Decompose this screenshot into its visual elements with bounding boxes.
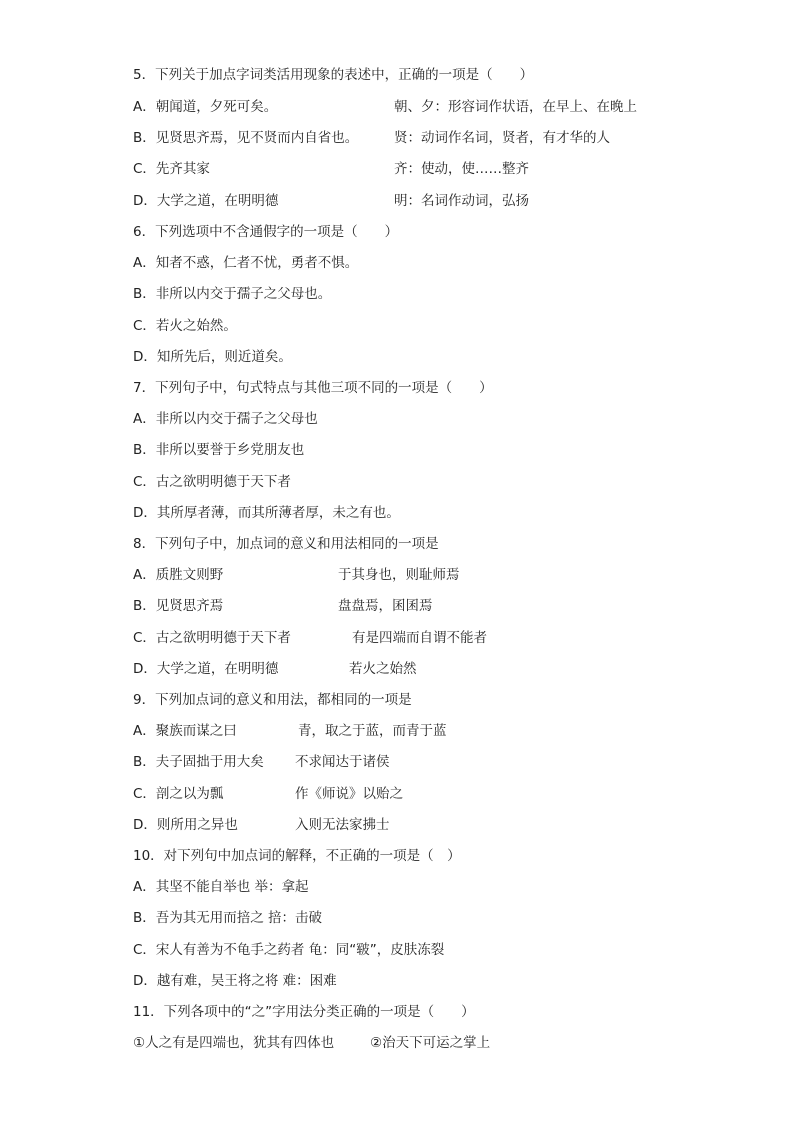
option-note: 于其身也，则耻师焉 [338, 567, 460, 583]
option-note: 贤：动词作名词，贤者，有才华的人 [394, 130, 610, 146]
option-note: 青，取之于蓝，而青于蓝 [298, 723, 447, 739]
option-note: 若火之始然 [349, 661, 417, 677]
option-note: 作《师说》以贻之 [295, 786, 403, 802]
option-note: 有是四端而自谓不能者 [352, 630, 487, 646]
option-note: 明：名词作动词，弘扬 [394, 193, 529, 209]
document-page: 5．下列关于加点字词类活用现象的表述中，正确的一项是（ ） A．朝闻道，夕死可矣。 朝、夕：形容词作状语，在早上、在晚上 B．见贤思齐焉，见不贤而内自省也。 贤：动词作名词，贤者，有才华的人 C．先齐其家 齐：使动，使……整齐 D．大学之道，在明明德 明：名词作动词，弘扬 6．下列选项中不含通假字的一项是（ ） A．知者不惑，仁者不忧，勇者不惧。 B．非所以内交于孺子之父母也。 C．若火之始然。 D．知所先后，则近道矣。 7．下列句子中，句式特点与其他三项不同的一项是（ ） A．非所以内交于孺子之父母也 B．非所以要誉于乡党朋友也 C．古之欲明明德于天下者 D．其所厚者薄，而其所薄者厚，未之有也。 8．下列句子中，加点词的意义和用法相同的一项是 A．质胜文则野 于其身也，则耻师焉 B．见贤思齐焉 盘盘焉，囷囷焉 C．古之欲明明德于天下者 有是四端而自谓不能者 D．大学之道，在明明德 若火之始然 9．下列加点词的意义和用法，都相同的一项是 A．聚族而谋之曰 青，取之于蓝，而青于蓝 B．夫子固拙于用大矣 不求闻达于诸侯 C．剖之以为瓢 作《师说》以贻之 D．则所用之异也 入则无法家拂士 10．对下列句中加点词的解释，不正确的一项是（ ） A．其坚不能自举也 举：拿起 B．吾为其无用而掊之 掊：击破 C．宋人有善为不龟手之药者 龟：同“皲”，皮肤冻裂 D．越有难，吴王将之将 难：困难 11．下列各项中的“之”字用法分类正确的一项是（ ） ①人之有是四端也，犹其有四体也 ②治天下可运之掌上 [0, 0, 794, 1123]
option-note: 不求闻达于诸侯 [295, 754, 390, 770]
option-note: 盘盘焉，囷囷焉 [338, 598, 433, 614]
option-note: 朝、夕：形容词作状语，在早上、在晚上 [394, 99, 637, 115]
option-note: 齐：使动，使……整齐 [394, 161, 529, 177]
option-note: ②治天下可运之掌上 [370, 1035, 491, 1051]
option-note: 入则无法家拂士 [295, 817, 390, 833]
